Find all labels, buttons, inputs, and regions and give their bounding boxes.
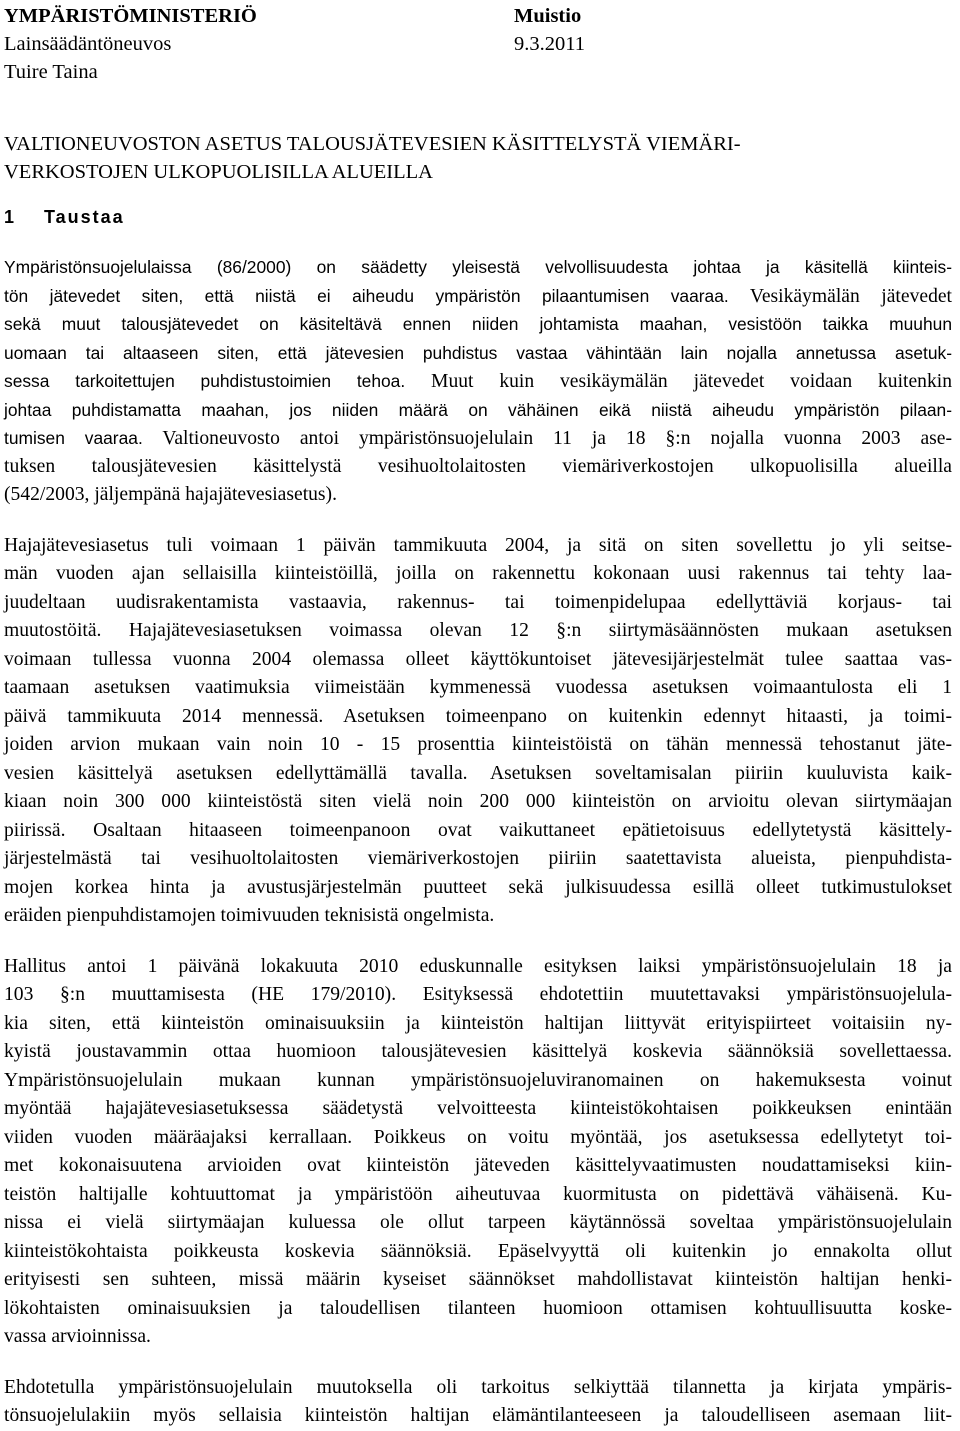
- text-line: piirissä. Osaltaan hitaaseen toimeenpanoon ovat vaikuttaneet epätietoisuus edellytetystä käsittely-: [4, 819, 952, 841]
- text-line: kiaan noin 300 000 kiinteistöstä siten vielä noin 200 000 kiinteistön on arvioitu olevan siirtymäajan: [4, 791, 952, 812]
- text-line: tönsuojelulakiin myös sellaisia kiinteistön haltijan elämäntilanteeseen ja taloudelliseen asemaan liit-: [4, 1405, 952, 1426]
- text-line: nissa ei vielä siirtymäajan kuluessa ole ollut tarpeen käytännössä soveltaa ympäristönsuojelulain: [4, 1212, 952, 1233]
- text-line: uomaan tai altaaseen siten, että jätevesien puhdistus vastaa vähintään lain nojalla annetussa asetuk-: [4, 342, 952, 363]
- text-line: järjestelmästä tai vesihuoltolaitosten viemäriverkostojen piiriin saatettavista alueista, pienpuhdista-: [4, 848, 952, 869]
- text-line: myöntää hajajätevesiasetuksessa säädetystä velvoitteesta kiinteistökohtaisen poikkeuksen enintään: [4, 1098, 952, 1119]
- text-line: Hajajätevesiasetus tuli voimaan 1 päivän tammikuuta 2004, ja sitä on siten sovellettu jo yli seitse-: [4, 534, 952, 556]
- text-line: viiden vuoden määräajaksi kerrallaan. Poikkeus on voitu myöntää, jos asetuksessa edellytetyt toi-: [4, 1126, 952, 1148]
- text-line: Ympäristönsuojelulaissa (86/2000) on säädetty yleisestä velvollisuudesta johtaa ja käsitellä kiinteis-: [4, 257, 952, 277]
- text-run-sans: tön jätevedet siten, että niistä ei aiheudu ympäristön pilaantumisen vaaraa.: [4, 285, 729, 306]
- paragraph-4: [4, 1374, 952, 1431]
- text-line: [4, 282, 952, 311]
- text-line: vesien käsittelyä asetuksen edellyttämällä tavalla. Asetuksen soveltamisalan piiriin kuuluvista kaik-: [4, 762, 952, 784]
- section-heading: [4, 203, 952, 231]
- text-line: (542/2003, jäljempänä hajajätevesiasetus).: [4, 484, 337, 505]
- text-line: lökohtaisten ominaisuuksien ja taloudellisen tilanteen huomioon ottamisen kohtuullisuutta koske-: [4, 1297, 952, 1319]
- text-line: män vuoden ajan sellaisilla kiinteistöillä, joilla on rakennettu kokonaan uusi rakennus tai tehty laa-: [4, 563, 952, 584]
- text-run-sans: sessa tarkoitettujen puhdistustoimien tehoa.: [4, 371, 406, 391]
- header-row-3: [4, 58, 952, 86]
- text-line: kyistä joustavammin ottaa huomioon talousjätevesien käsittelyä koskevia säännöksiä sovellettaessa.: [4, 1041, 952, 1062]
- text-run-serif: Vesikäymälän jätevedet: [728, 285, 953, 307]
- text-line: voimaan tullessa vuonna 2004 olemassa olleet käyttökuntoiset jätevesijärjestelmät tulee saattaa vas-: [4, 648, 952, 670]
- text-run-sans: tumisen vaaraa.: [4, 428, 143, 448]
- paragraph-1: [4, 253, 952, 510]
- ministry-name: YMPÄRISTÖMINISTERIÖ: [4, 5, 257, 27]
- text-line: met kokonaisuutena arvioiden ovat kiinteistön jäteveden käsittelyvaatimusten noudattamiseksi kiin-: [4, 1155, 952, 1176]
- header-row-2: [4, 30, 952, 58]
- paragraph-3: [4, 953, 952, 1352]
- text-line: mojen korkea hinta ja avustusjärjestelmän puutteet sekä julkisuudessa esillä olleet tutkimustulokset: [4, 876, 952, 898]
- document-title: [4, 130, 952, 186]
- section-label: Taustaa: [44, 207, 125, 227]
- text-run-serif: Muut kuin vesikäymälän jätevedet voidaan kuitenkin: [405, 371, 952, 392]
- text-line: kia siten, että kiinteistön ominaisuuksiin ja kiinteistön haltijan liittyvät erityispiirteet voitaisiin ny-: [4, 1012, 952, 1034]
- text-line: Hallitus antoi 1 päivänä lokakuuta 2010 eduskunnalle esityksen laiksi ympäristönsuojelulain 18 ja: [4, 955, 952, 977]
- section-number: 1: [4, 207, 15, 227]
- body-text: [4, 253, 952, 1431]
- text-line: taamaan asetuksen vaatimuksia viimeistään kymmenessä vuodessa asetuksen voimaantulosta eli 1: [4, 677, 952, 698]
- text-line: johtaa puhdistamatta maahan, jos niiden määrä on vähäinen eikä niistä aiheudu ympäristön pilaan-: [4, 399, 952, 420]
- author-name: Tuire Taina: [4, 61, 98, 83]
- text-line: 103 §:n muuttamisesta (HE 179/2010). Esityksessä ehdotettiin muutettavaksi ympäristönsuojelula-: [4, 984, 952, 1005]
- text-line: päivä tammikuuta 2014 mennessä. Asetuksen toimeenpano on kuitenkin edennyt hitaasti, ja toimi-: [4, 705, 952, 727]
- document-type: Muistio: [514, 5, 582, 27]
- text-line: tuksen talousjätevesien käsittelystä vesihuoltolaitosten viemäriverkostojen ulkopuolisilla alueilla: [4, 455, 952, 477]
- text-line: joiden arvion mukaan vain noin 10 - 15 prosenttia kiinteistöistä on tähän mennessä tehostanut jäte-: [4, 734, 952, 755]
- text-line: muutostöitä. Hajajätevesiasetuksen voimassa olevan 12 §:n siirtymäsäännösten mukaan asetuksen: [4, 620, 952, 641]
- paragraph-2: [4, 532, 952, 931]
- text-line: eräiden pienpuhdistamojen toimivuuden teknisistä ongelmista.: [4, 905, 495, 926]
- title-line-1: VALTIONEUVOSTON ASETUS TALOUSJÄTEVESIEN KÄSITTELYSTÄ VIEMÄRI-: [4, 133, 741, 155]
- text-line: kiinteistökohtaista poikkeusta koskevia säännöksiä. Epäselvyyttä oli kuitenkin jo ennakolta ollut: [4, 1240, 952, 1262]
- text-line: Ympäristönsuojelulain mukaan kunnan ympäristönsuojeluviranomainen on hakemuksesta voinut: [4, 1069, 952, 1091]
- text-run-serif: Valtioneuvosto antoi ympäristönsuojelulain 11 ja 18 §:n nojalla vuonna 2003 ase-: [142, 428, 952, 449]
- memo-date: 9.3.2011: [514, 33, 585, 55]
- text-line: vassa arvioinnissa.: [4, 1326, 151, 1347]
- text-line: Ehdotetulla ympäristönsuojelulain muutoksella oli tarkoitus selkiyttää tilannetta ja kirjata ympäris-: [4, 1376, 952, 1398]
- title-line-2: VERKOSTOJEN ULKOPUOLISILLA ALUEILLA: [4, 161, 433, 183]
- text-line: sekä muut talousjätevedet on käsiteltävä ennen niiden johtamista maahan, vesistöön taikka muuhun: [4, 314, 952, 334]
- text-line: [4, 367, 952, 396]
- text-line: erityisesti sen suhteen, missä määrin kyseiset säännökset mahdollistavat kiinteistön haltijan henki-: [4, 1269, 952, 1290]
- text-line: juudeltaan uudisrakentamista vastaavia, rakennus- tai toimenpidelupaa edellyttäviä korjaus- tai: [4, 591, 952, 613]
- header-row-1: [4, 2, 952, 30]
- memo-page: [4, 2, 952, 1431]
- author-title: Lainsäädäntöneuvos: [4, 33, 172, 55]
- text-line: teistön haltijalle kohtuuttomat ja ympäristöön aiheutuvaa kuormitusta on pidettävä vähäisenä. Ku-: [4, 1183, 952, 1205]
- text-line: [4, 424, 952, 453]
